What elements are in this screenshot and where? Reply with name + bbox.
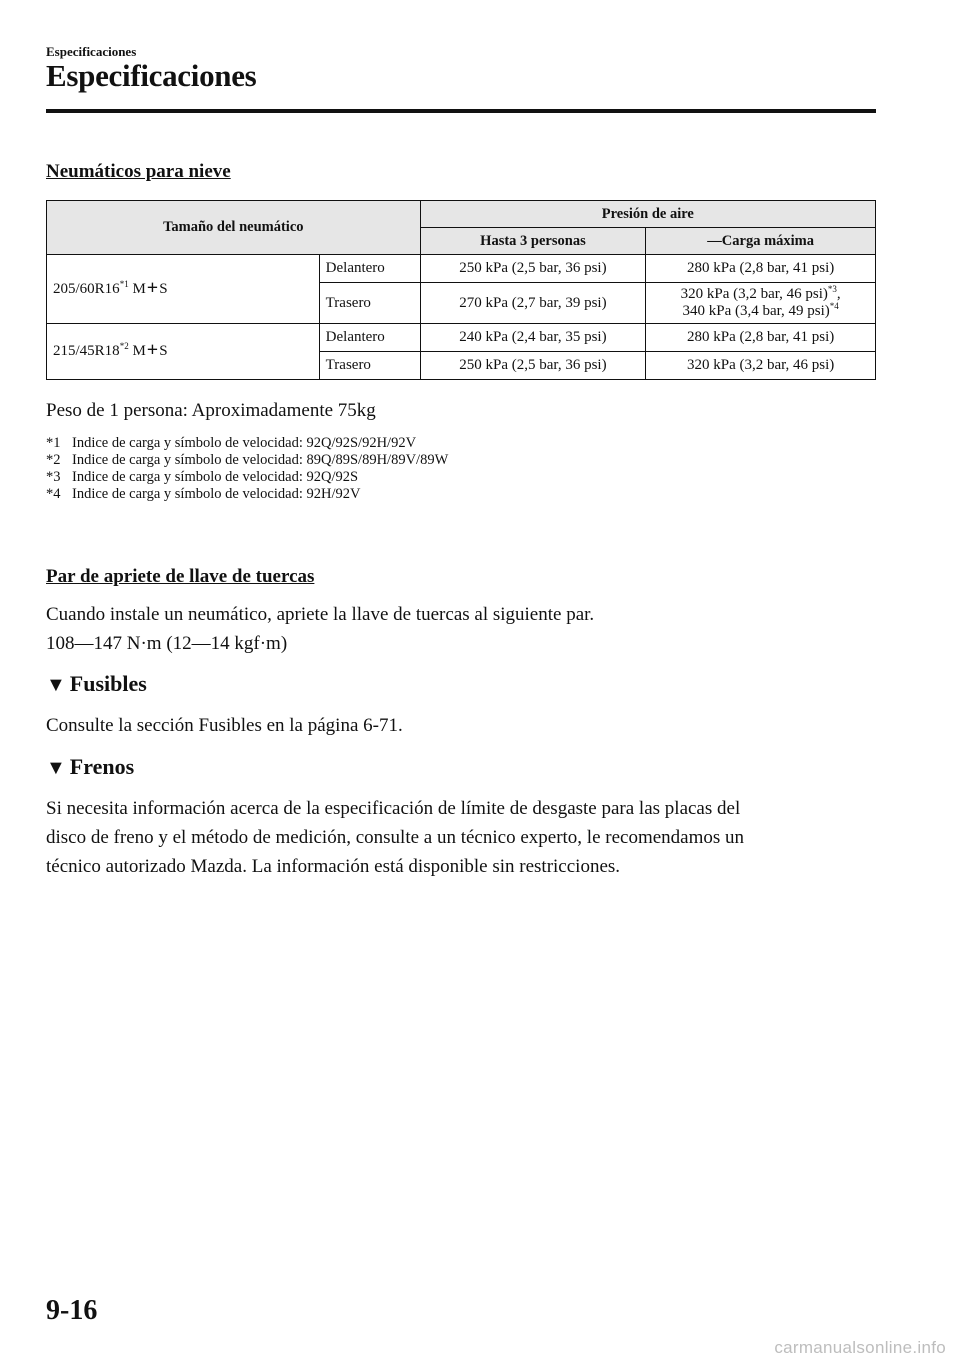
tire-size: 205/60R16 xyxy=(53,280,120,297)
pressure-value: 280 kPa (2,8 bar, 41 psi) xyxy=(646,324,876,352)
plus-icon: + xyxy=(146,339,159,361)
position-label: Trasero xyxy=(319,352,420,380)
ms-m: M xyxy=(132,343,146,359)
brakes-heading xyxy=(46,754,134,780)
footnote: *1 Indice de carga y símbolo de velocidad: 92Q/92S/92H/92V xyxy=(46,435,417,451)
torque-line: Cuando instale un neumático, apriete la llave de tuercas al siguiente par. xyxy=(46,604,595,625)
pressure-value: 320 kPa (3,2 bar, 46 psi) xyxy=(646,352,876,380)
torque-title: Par de apriete de llave de tuercas xyxy=(46,566,315,587)
footnote-ref: *3 xyxy=(827,284,837,294)
plus-icon: + xyxy=(146,276,159,299)
pressure-value: 280 kPa (2,8 bar, 41 psi) xyxy=(646,255,876,283)
ms-s: S xyxy=(159,280,168,297)
column-header-size: Tamaño del neumático xyxy=(47,201,421,255)
position-label: Trasero xyxy=(319,283,420,324)
pressure-line: 320 kPa (3,2 bar, 46 psi) xyxy=(680,286,828,302)
pressure-value: 250 kPa (2,5 bar, 36 psi) xyxy=(420,352,646,380)
table-row xyxy=(47,255,876,283)
footnote-ref: *1 xyxy=(119,278,129,289)
fuses-title: Fusibles xyxy=(69,671,147,696)
separator: , xyxy=(836,286,841,302)
brakes-line: disco de freno y el método de medición, consulte a un técnico experto, le recomendamos un xyxy=(46,827,745,848)
footnote: *4 Indice de carga y símbolo de velocidad: 92H/92V xyxy=(46,486,361,502)
torque-value: 108—147 N·m (12—14 kgf·m) xyxy=(46,633,288,654)
torque-body xyxy=(46,600,594,658)
page-title: Especificaciones xyxy=(46,58,257,93)
table-row xyxy=(47,324,876,352)
tire-size-cell xyxy=(47,255,320,324)
pressure-line: 340 kPa (3,4 bar, 49 psi) xyxy=(682,303,830,319)
brakes-line: Si necesita información acerca de la especificación de límite de desgaste para las placas del xyxy=(46,798,741,819)
pressure-value: 240 kPa (2,4 bar, 35 psi) xyxy=(420,324,646,352)
triangle-down-icon: ▼ xyxy=(46,674,66,696)
footnotes xyxy=(46,435,448,503)
weight-note: Peso de 1 persona: Aproximadamente 75kg xyxy=(46,400,376,421)
pressure-value: 270 kPa (2,7 bar, 39 psi) xyxy=(420,283,646,324)
watermark: carmanualsonline.info xyxy=(774,1338,946,1357)
pressure-value-multi xyxy=(646,283,876,324)
tire-size: 215/45R18 xyxy=(53,343,120,359)
page-number: 9-16 xyxy=(46,1295,98,1326)
footnote: *3 Indice de carga y símbolo de velocidad: 92Q/92S xyxy=(46,469,359,485)
running-header: Especificaciones xyxy=(46,44,137,59)
column-header-max-load: —Carga máxima xyxy=(646,228,876,255)
ms-m: M xyxy=(132,280,146,297)
column-header-pressure: Presión de aire xyxy=(420,201,875,228)
column-header-up-to-3: Hasta 3 personas xyxy=(420,228,646,255)
position-label: Delantero xyxy=(319,255,420,283)
position-label: Delantero xyxy=(319,324,420,352)
footnote-ref: *2 xyxy=(119,341,129,351)
tire-size-cell xyxy=(47,324,320,380)
pressure-value: 250 kPa (2,5 bar, 36 psi) xyxy=(420,255,646,283)
footnote: *2 Indice de carga y símbolo de velocidad: 89Q/89S/89H/89V/89W xyxy=(46,452,449,468)
header-rule xyxy=(46,109,876,113)
tire-pressure-table xyxy=(46,200,876,380)
brakes-body xyxy=(46,794,744,881)
fuses-text: Consulte la sección Fusibles en la página 6-71. xyxy=(46,715,403,736)
fuses-heading xyxy=(46,671,147,697)
ms-s: S xyxy=(159,343,168,359)
brakes-line: técnico autorizado Mazda. La información está disponible sin restricciones. xyxy=(46,856,621,877)
brakes-title: Frenos xyxy=(69,754,135,779)
triangle-down-icon: ▼ xyxy=(46,757,66,779)
footnote-ref: *4 xyxy=(829,301,839,311)
snow-tires-title: Neumáticos para nieve xyxy=(46,161,231,182)
